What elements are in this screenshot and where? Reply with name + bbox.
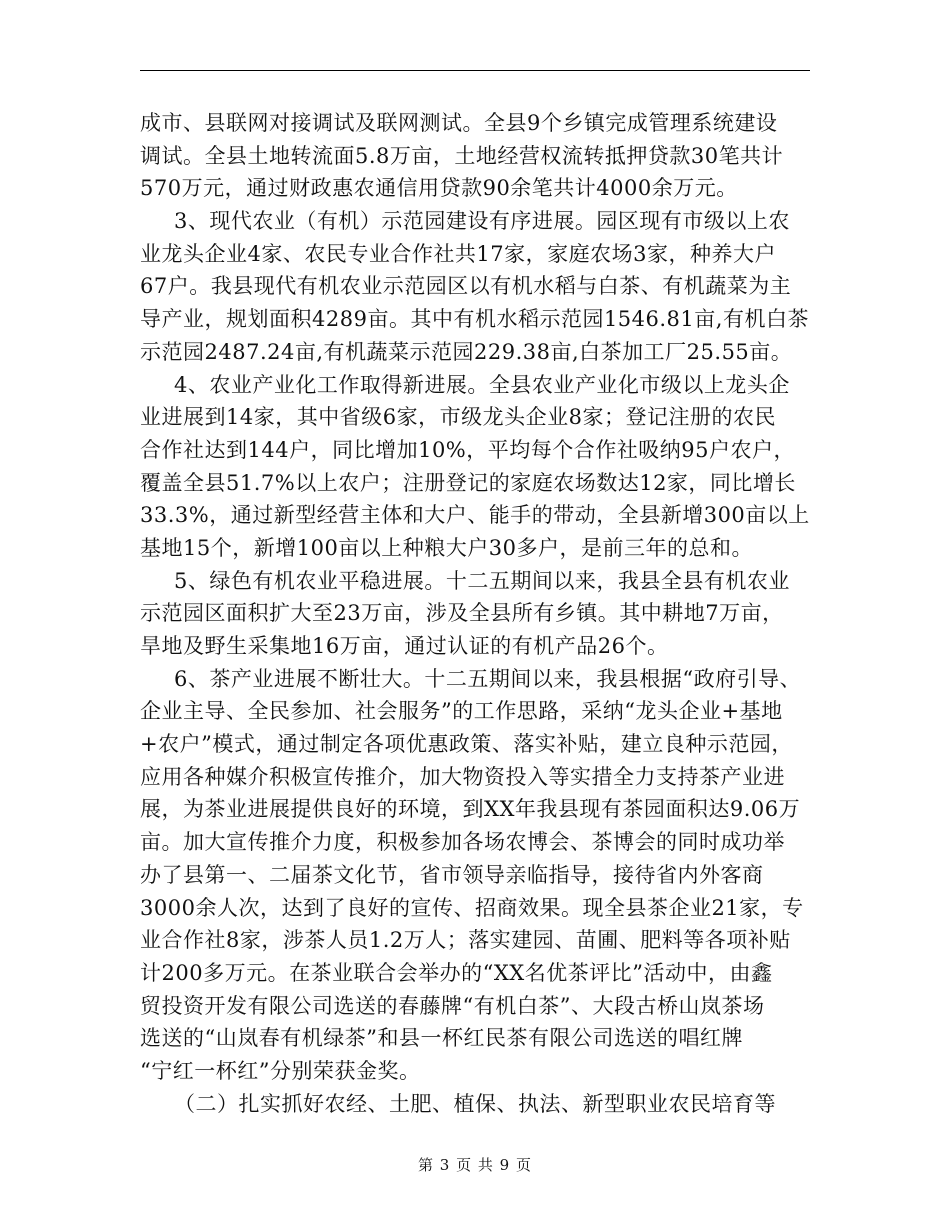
text-line: 3000余人次，达到了良好的宣传、招商效果。现全县茶企业21家，专: [140, 895, 804, 920]
text-line: 办了县第一、二届茶文化节，省市领导亲临指导，接待省内外客商: [140, 862, 764, 887]
text-line: 67户。我县现代有机农业示范园区以有机水稻与白茶、有机蔬菜为主: [140, 274, 792, 299]
text-line: 4、农业产业化工作取得新进展。全县农业产业化市级以上龙头企: [174, 372, 790, 397]
text-line: 覆盖全县51.7%以上农户；注册登记的家庭农场数达12家，同比增长: [140, 470, 796, 495]
text-line: 33.3%，通过新型经营主体和大户、能手的带动，全县新增300亩以上: [140, 503, 810, 528]
text-line: 5、绿色有机农业平稳进展。十二五期间以来，我县全县有机农业: [174, 568, 790, 593]
text-line: +农户”模式，通过制定各项优惠政策、落实补贴，建立良种示范园，: [140, 732, 793, 757]
text-line: 成市、县联网对接调试及联网测试。全县9个乡镇完成管理系统建设: [140, 111, 778, 135]
text-line: “宁红一杯红”分别荣获金奖。: [140, 1058, 421, 1083]
text-line: 业龙头企业4家、农民专业合作社共17家，家庭农场3家，种养大户: [140, 241, 776, 266]
document-body: [140, 107, 810, 1120]
text-line: 3、现代农业（有机）示范园建设有序进展。园区现有市级以上农: [174, 209, 790, 234]
text-line: 基地15个，新增100亩以上种粮大户30多户，是前三年的总和。: [140, 535, 754, 560]
text-line: 选送的“山岚春有机绿茶”和县一杯红民茶有限公司选送的唱红牌: [140, 1026, 743, 1051]
text-line: 示范园2487.24亩,有机蔬菜示范园229.38亩,白茶加工厂25.55亩。: [140, 339, 793, 364]
text-line: 展，为茶业进展提供良好的环境，到XX年我县现有茶园面积达9.06万: [140, 797, 801, 822]
text-line: 调试。全县土地转流面5.8万亩，土地经营权流转抵押贷款30笔共计: [140, 143, 784, 168]
header-rule: [140, 70, 810, 71]
text-line: 导产业，规划面积4289亩。其中有机水稻示范园1546.81亩,有机白茶: [140, 307, 809, 332]
text-line: 计200多万元。在茶业联合会举办的“XX名优茶评比”活动中，由鑫: [140, 960, 773, 985]
text-line: 应用各种媒介积极宣传推介，加大物资投入等实措全力支持茶产业进: [140, 764, 785, 789]
text-line: 贸投资开发有限公司选送的春藤牌“有机白茶”、大段古桥山岚茶场: [140, 993, 765, 1018]
text-line: 合作社达到144户，同比增加10%，平均每个合作社吸纳95户农户，: [140, 437, 795, 462]
text-line: 6、茶产业进展不断壮大。十二五期间以来，我县根据“政府引导、: [174, 666, 802, 691]
text-line: 旱地及野生采集地16万亩，通过认证的有机产品26个。: [140, 634, 669, 658]
text-line: 570万元，通过财政惠农通信用贷款90余笔共计4000余万元。: [140, 176, 738, 201]
text-line: 企业主导、全民参加、社会服务”的工作思路，采纳“龙头企业+基地: [140, 699, 783, 724]
text-line: 业进展到14家，其中省级6家，市级龙头企业8家；登记注册的农民: [140, 405, 776, 430]
text-line: 示范园区面积扩大至23万亩，涉及全县所有乡镇。其中耕地7万亩，: [140, 601, 784, 626]
text-line: 亩。加大宣传推介力度，积极参加各场农博会、茶博会的同时成功举: [140, 830, 785, 855]
text-line: 业合作社8家，涉茶人员1.2万人；落实建园、苗圃、肥料等各项补贴: [140, 928, 791, 953]
page-number: 第 3 页 共 9 页: [418, 1156, 532, 1174]
text-line: （二）扎实抓好农经、土肥、植保、执法、新型职业农民培育等: [174, 1091, 776, 1116]
